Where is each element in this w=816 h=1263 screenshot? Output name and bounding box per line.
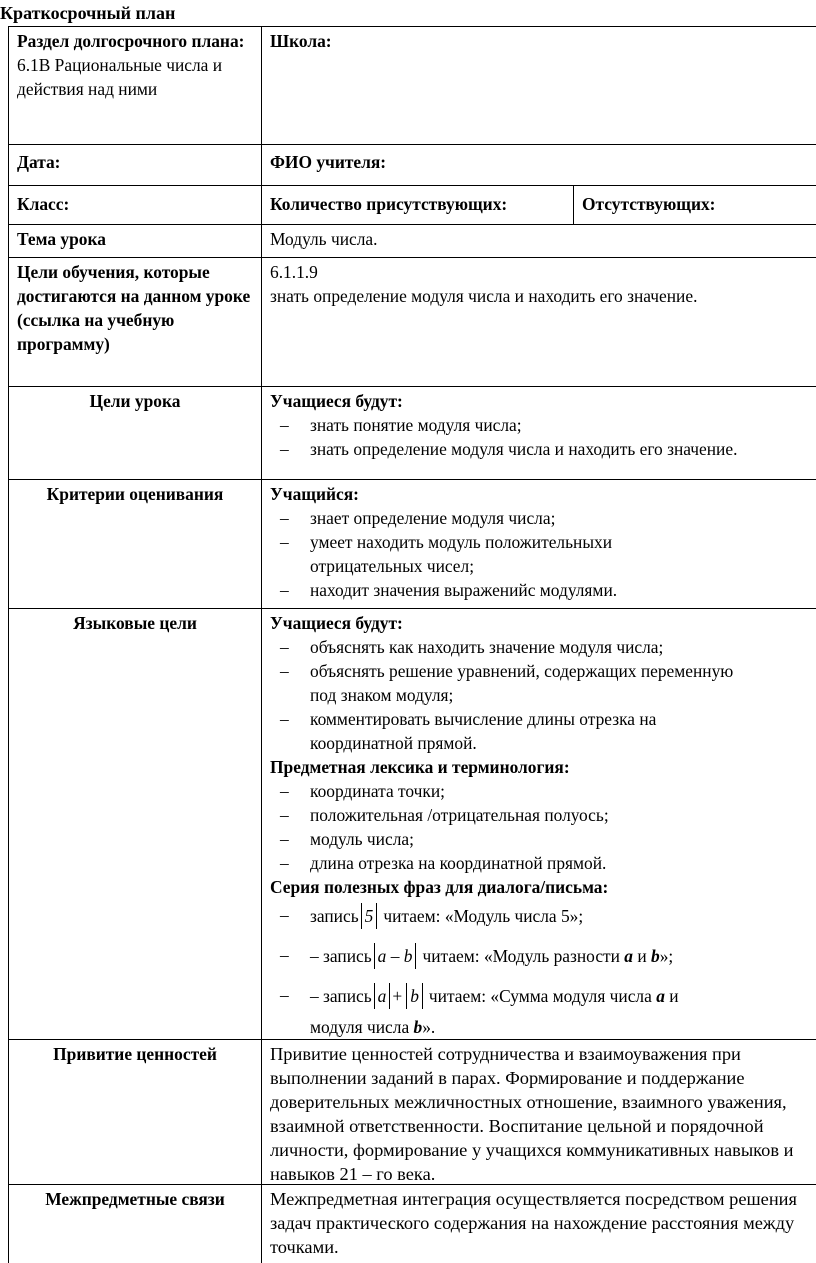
abs-expression: b <box>406 983 423 1009</box>
present-cell <box>261 185 574 225</box>
objectives-label-cell <box>8 257 262 387</box>
list-item: – знает определение модуля числа; <box>280 508 556 528</box>
date-cell <box>8 144 262 186</box>
school-label: Школа: <box>270 31 332 51</box>
list-item: – находит значения выраженийс модулями. <box>280 580 618 600</box>
lesson-goals-value-cell <box>261 386 816 480</box>
class-label: Класс: <box>17 194 70 214</box>
topic-label: Тема урока <box>17 229 106 249</box>
list-item: – объяснять как находить значение модуля числа; <box>280 637 664 657</box>
objectives-label: Цели обучения, которые достигаются на данном уроке (ссылка на учебную программу) <box>17 262 251 354</box>
topic-label-cell <box>8 224 262 258</box>
objectives-value-cell <box>261 257 816 387</box>
lesson-goals-heading: Учащиеся будут: <box>270 391 403 411</box>
criteria-label: Критерии оценивания <box>46 484 224 504</box>
topic-value-cell <box>261 224 816 258</box>
values-text: Привитие ценностей сотрудничества и взаимоуважения при выполнении заданий в парах. Формирование и поддержание доверительных межличностных отношение, взаимного уважения, взаимной ответственности. Воспитание цельной и порядочной личности, формирование у учащихся коммуникативных навыков и навыков 21 – го века. <box>270 1044 794 1184</box>
objectives-code: 6.1.1.9 <box>270 262 318 282</box>
present-label: Количество присутствующих: <box>270 194 508 214</box>
lesson-goals-label: Цели урока <box>89 391 181 411</box>
list-item: – умеет находить модуль положительныхи отрицательных чисел; <box>280 532 613 576</box>
interdisciplinary-label: Межпредметные связи <box>45 1189 225 1209</box>
phrase-line-1: – запись 5 читаем: «Модуль числа 5»; <box>270 903 761 929</box>
school-cell <box>261 26 816 145</box>
vocab-list <box>270 779 761 875</box>
abs-expression: a <box>374 983 391 1009</box>
lesson-goals-label-cell <box>8 386 262 480</box>
vocab-heading: Предметная лексика и терминология: <box>270 757 570 777</box>
list-item: – координата точки; <box>280 781 445 801</box>
class-cell <box>8 185 262 225</box>
objectives-text: знать определение модуля числа и находить его значение. <box>270 286 698 306</box>
section-label: Раздел долгосрочного плана: <box>17 31 245 51</box>
topic-value: Модуль числа. <box>270 229 378 249</box>
abs-expression: a – b <box>374 943 417 969</box>
list-item: – объяснять решение уравнений, содержащих переменную под знаком модуля; <box>280 661 734 705</box>
lesson-goals-list <box>270 413 781 461</box>
language-value-cell <box>261 608 816 1040</box>
teacher-cell <box>261 144 816 186</box>
phrase-line-3: – – запись a + b читаем: «Сумма модуля числа a и модуля числа b». <box>280 985 679 1037</box>
absent-cell <box>573 185 816 225</box>
list-item: – знать определение модуля числа и находить его значение. <box>280 439 738 459</box>
interdisciplinary-text: Межпредметная интеграция осуществляется посредством решения задач практического содержания на нахождение расстояния между точками. <box>270 1189 797 1257</box>
absent-label: Отсутствующих: <box>582 194 716 214</box>
language-label: Языковые цели <box>73 613 197 633</box>
section-value: 6.1В Рациональные числа и действия над ними <box>17 55 223 99</box>
values-label: Привитие ценностей <box>53 1044 217 1064</box>
values-label-cell <box>8 1039 262 1185</box>
list-item: – знать понятие модуля числа; <box>280 415 522 435</box>
date-label: Дата: <box>17 152 61 172</box>
phrases-heading: Серия полезных фраз для диалога/письма: <box>270 877 609 897</box>
phrase-line-2: – – запись a – b читаем: «Модуль разности a и b»; <box>270 943 761 969</box>
criteria-value-cell <box>261 479 816 609</box>
criteria-list <box>270 506 711 602</box>
list-item: – положительная /отрицательная полуось; <box>280 805 609 825</box>
criteria-label-cell <box>8 479 262 609</box>
language-heading: Учащиеся будут: <box>270 613 403 633</box>
criteria-heading: Учащийся: <box>270 484 359 504</box>
language-list <box>270 635 761 755</box>
list-item: – длина отрезка на координатной прямой. <box>280 853 607 873</box>
document-title: Краткосрочный план <box>0 3 176 23</box>
interdisciplinary-value-cell <box>261 1184 816 1263</box>
section-cell <box>8 26 262 145</box>
language-label-cell <box>8 608 262 1040</box>
teacher-label: ФИО учителя: <box>270 152 387 172</box>
values-value-cell <box>261 1039 816 1185</box>
list-item: – комментировать вычисление длины отрезка на координатной прямой. <box>280 709 657 753</box>
interdisciplinary-label-cell <box>8 1184 262 1263</box>
abs-expression: 5 <box>361 903 378 929</box>
list-item: – модуль числа; <box>280 829 414 849</box>
